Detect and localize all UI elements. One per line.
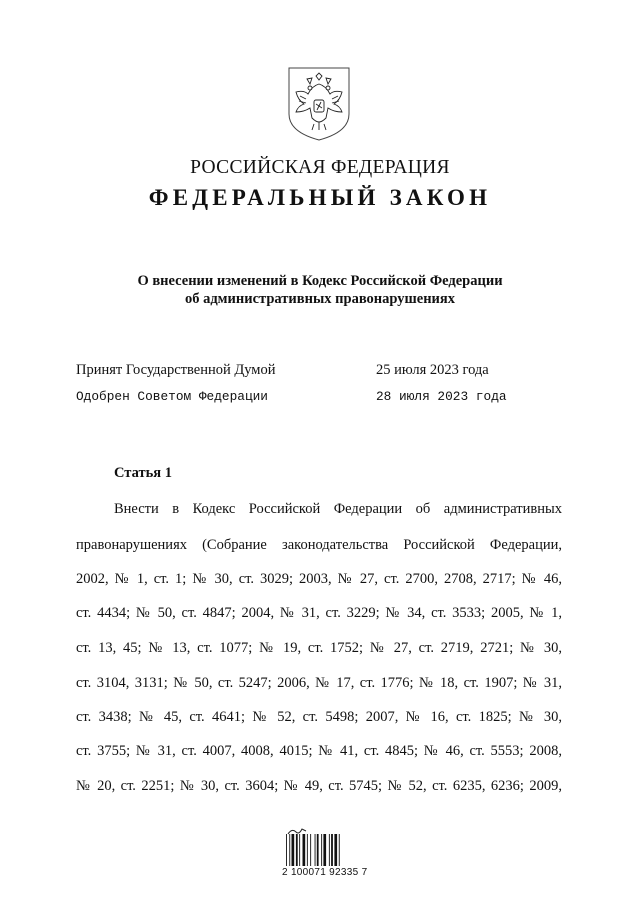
duma-label: Принят Государственной Думой: [76, 362, 276, 378]
coat-of-arms-icon: [286, 66, 352, 142]
council-date: 28 июля 2023 года: [376, 389, 507, 404]
council-label: Одобрен Советом Федерации: [76, 389, 268, 404]
document-type-title: ФЕДЕРАЛЬНЫЙ ЗАКОН: [148, 185, 492, 210]
paragraph-line: 2002, № 1, ст. 1; № 30, ст. 3029; 2003, № 27, ст. 2700, 2708, 2717; № 46,: [76, 571, 562, 587]
law-subject: [0, 272, 640, 308]
paragraph-line: правонарушениях (Собрание законодательства Российской Федерации,: [76, 537, 562, 553]
paragraph-line: ст. 13, 45; № 13, ст. 1077; № 19, ст. 1752; № 27, ст. 2719, 2721; № 30,: [76, 640, 562, 656]
subject-line: О внесении изменений в Кодекс Российской Федерации: [137, 273, 503, 289]
duma-date: 25 июля 2023 года: [376, 362, 489, 378]
article-title: Статья 1: [114, 465, 172, 481]
country-title: РОССИЙСКАЯ ФЕДЕРАЦИЯ: [190, 157, 450, 178]
subject-line: об административных правонарушениях: [184, 291, 456, 307]
paragraph-line: ст. 3755; № 31, ст. 4007, 4008, 4015; № 41, ст. 4845; № 46, ст. 5553; 2008,: [76, 743, 562, 759]
paragraph-line: Внести в Кодекс Российской Федерации об административных: [114, 501, 562, 517]
barcode-number: 2 100071 92335 7: [282, 867, 368, 878]
paragraph-line: ст. 3104, 3131; № 50, ст. 5247; 2006, № 17, ст. 1776; № 18, ст. 1907; № 31,: [76, 675, 562, 691]
paragraph-line: № 20, ст. 2251; № 30, ст. 3604; № 49, ст. 5745; № 52, ст. 6235, 6236; 2009,: [76, 778, 562, 794]
barcode-icon: [285, 834, 359, 870]
paragraph-line: ст. 3438; № 45, ст. 4641; № 52, ст. 5498; 2007, № 16, ст. 1825; № 30,: [76, 709, 562, 725]
paragraph-line: ст. 4434; № 50, ст. 4847; 2004, № 31, ст. 3229; № 34, ст. 3533; 2005, № 1,: [76, 605, 562, 621]
